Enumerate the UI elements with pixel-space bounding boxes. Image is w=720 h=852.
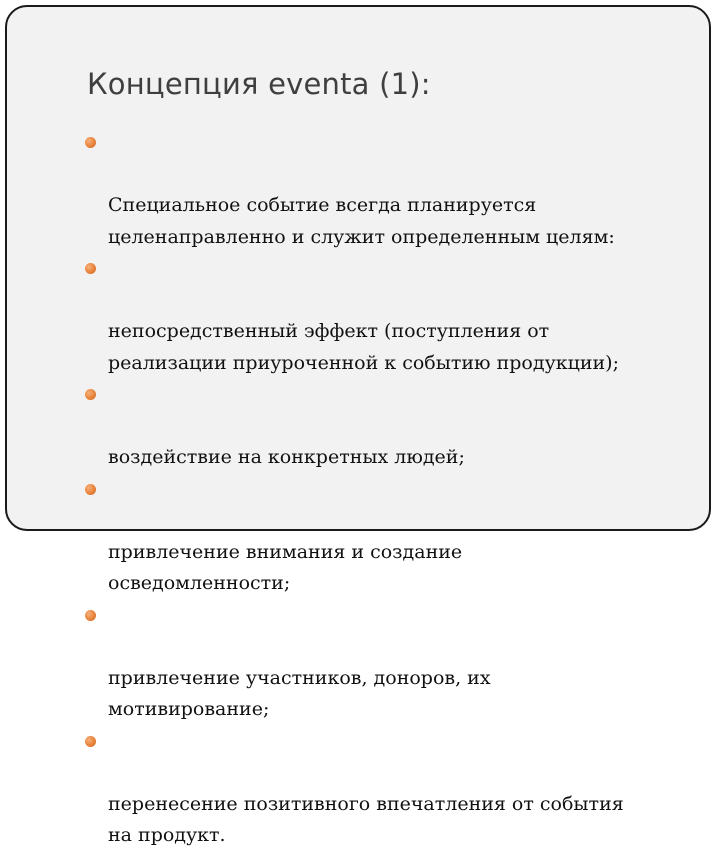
bullet-item: [85, 379, 685, 474]
bullet-list: [85, 127, 685, 852]
round-bullet-icon: [85, 484, 96, 495]
round-bullet-icon: [85, 137, 96, 148]
bullet-text: перенесение позитивного впечатления от события на продукт.: [108, 792, 624, 846]
round-bullet-icon: [85, 389, 96, 400]
round-bullet-icon: [85, 263, 96, 274]
round-bullet-icon: [85, 736, 96, 747]
bullet-text: Специальное событие всегда планируется целенаправленно и служит определенным целям:: [108, 194, 615, 248]
bullet-item: [85, 127, 685, 253]
bullet-text: воздействие на конкретных людей;: [108, 446, 465, 468]
slide-frame: [5, 5, 711, 846]
bullet-item: [85, 726, 685, 852]
bullet-item: [85, 253, 685, 379]
bullet-text: непосредственный эффект (поступления от реализации приуроченной к событию продукции);: [108, 320, 619, 374]
bullet-item: [85, 600, 685, 726]
bullet-text: привлечение участников, доноров, их мотивирование;: [108, 666, 491, 720]
bullet-text: привлечение внимания и создание осведомленности;: [108, 540, 463, 594]
bullet-item: [85, 474, 685, 600]
round-bullet-icon: [85, 610, 96, 621]
slide-title: Концепция eventa (1):: [87, 67, 431, 101]
